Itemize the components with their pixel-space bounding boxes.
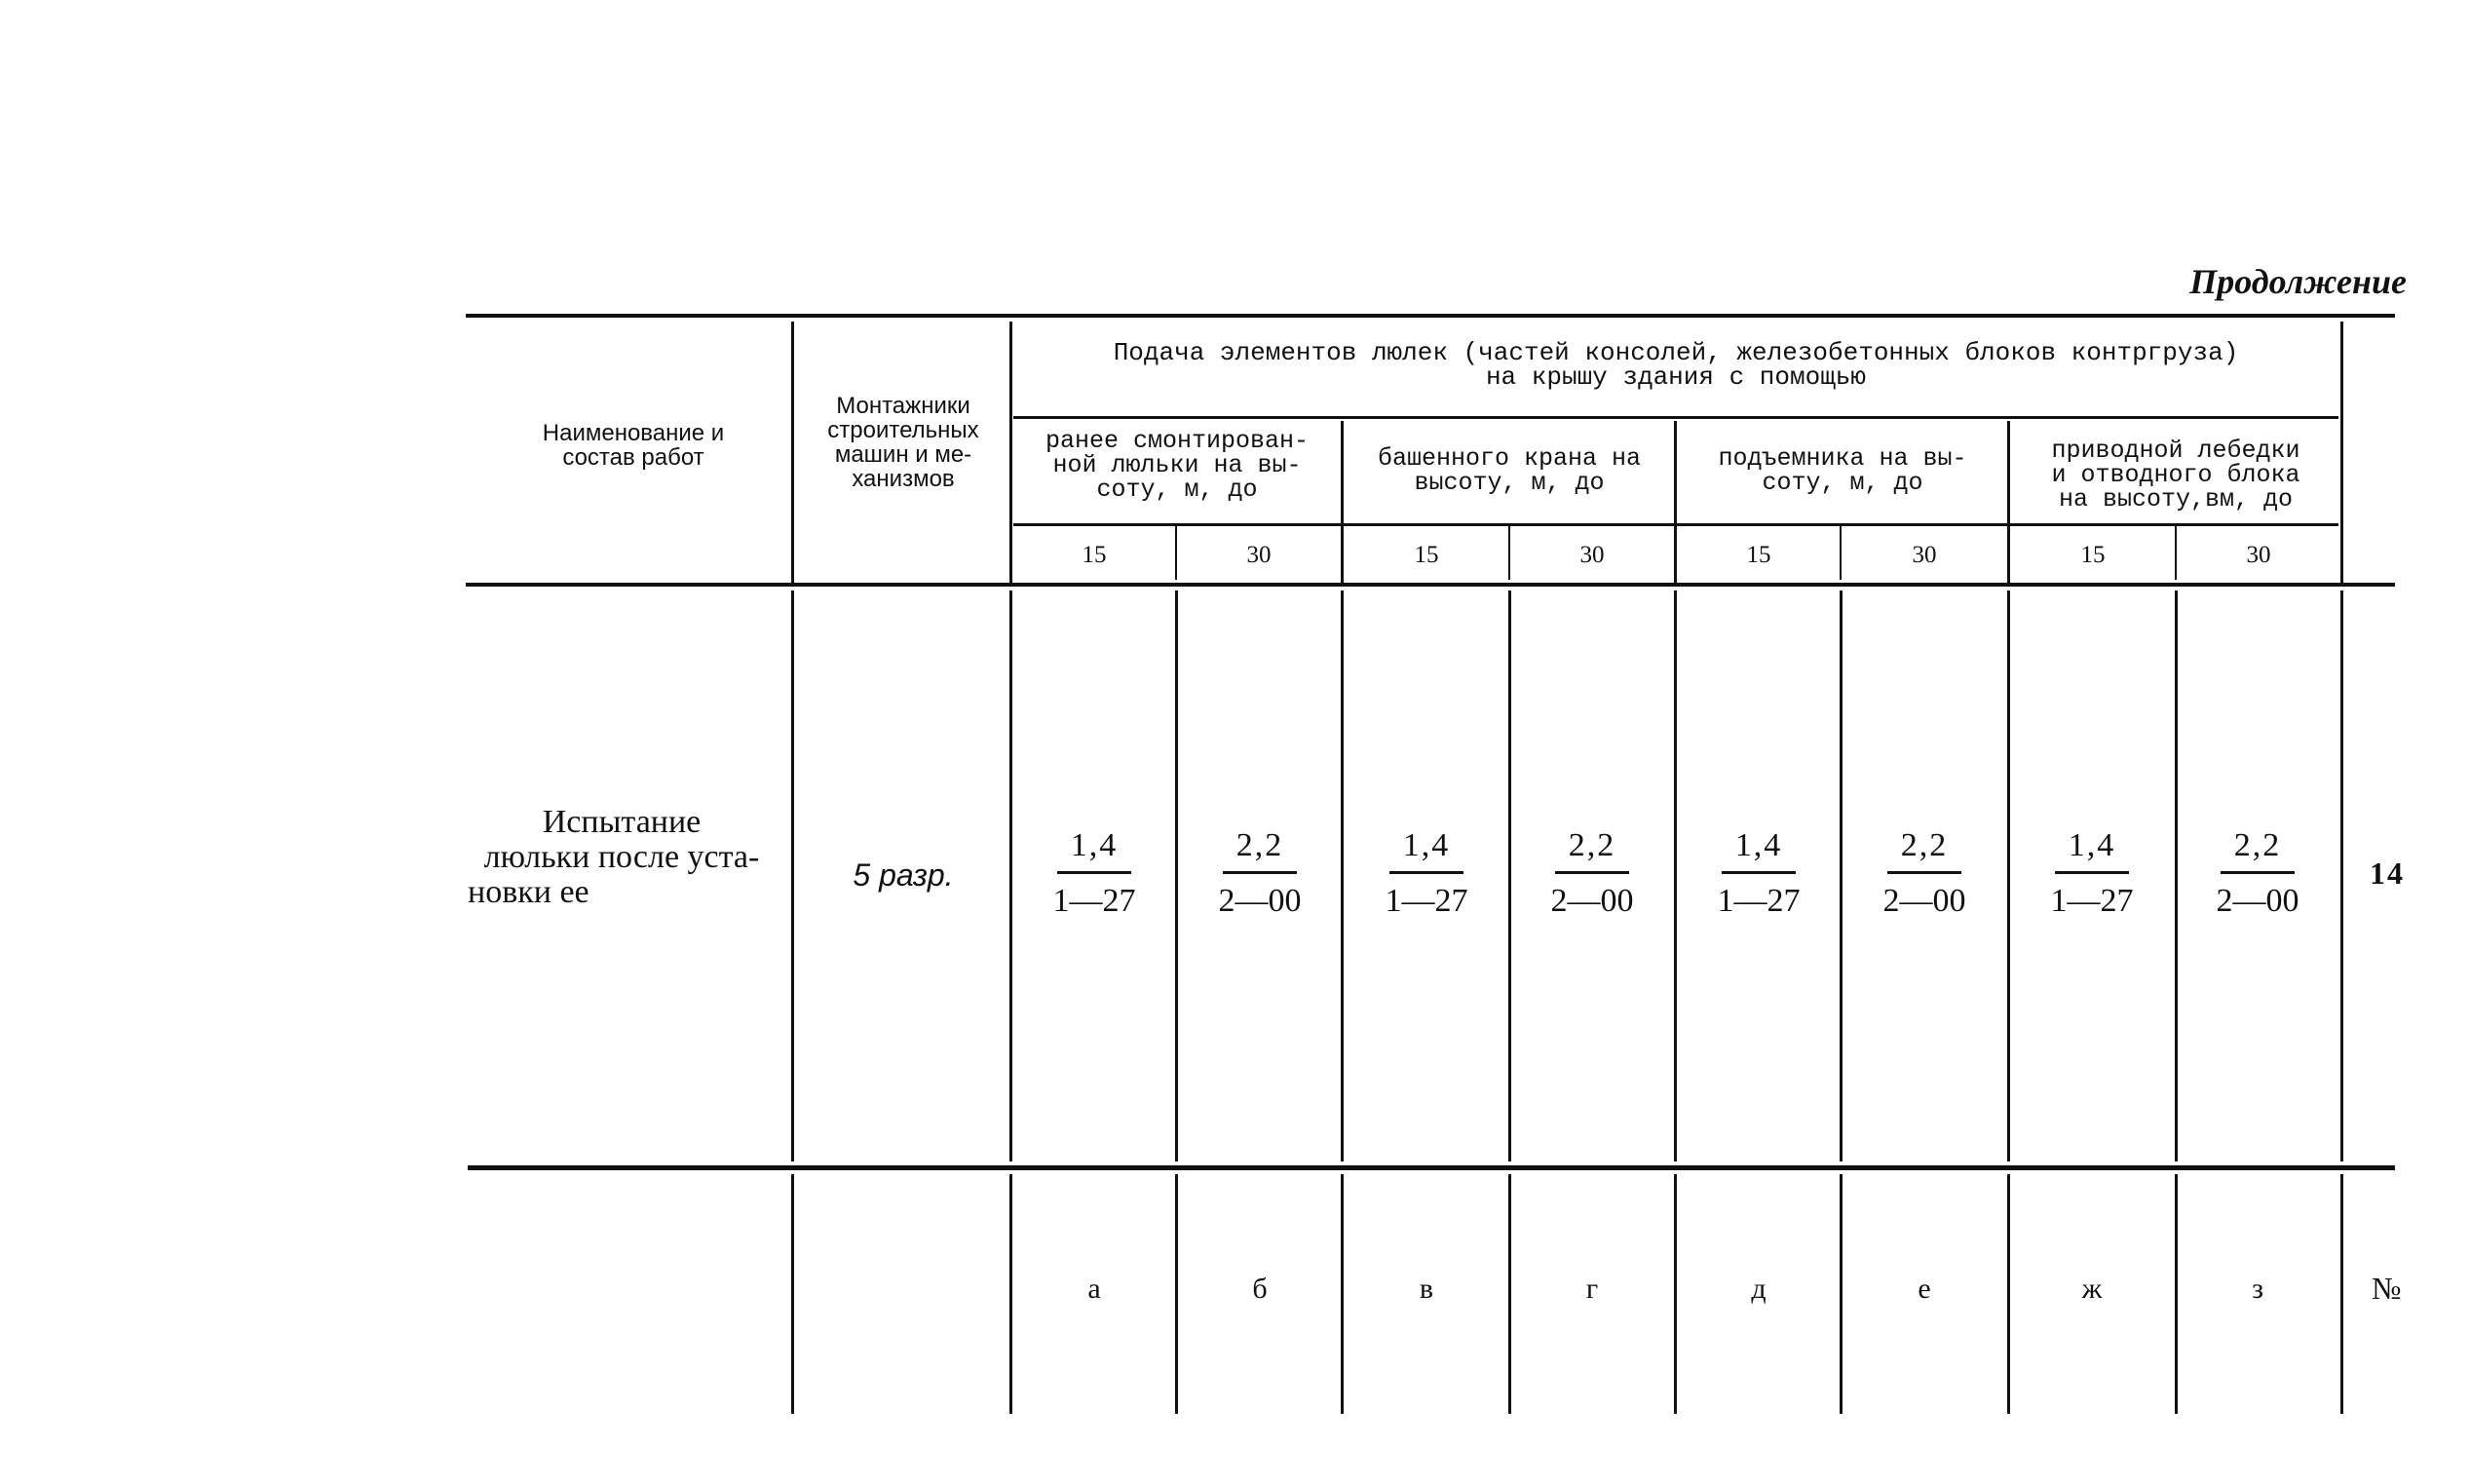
header-workers-column: Монтажники строительных машин и ме- ханизмов	[827, 393, 979, 492]
height-label: 15	[1414, 542, 1439, 568]
height-label: 15	[2080, 542, 2106, 568]
col-divider-header	[1341, 421, 1344, 583]
table-top-rule	[466, 314, 2395, 318]
col-divider-footer	[791, 1174, 794, 1414]
column-letter: ж	[2081, 1273, 2103, 1305]
subgroup-mounted-cradle: ранее смонтирован- ной люльки на вы- соту, м, до	[1045, 427, 1310, 504]
col-divider-footer	[1840, 1174, 1843, 1414]
col-divider-header	[2007, 421, 2010, 583]
group-title-rule	[1013, 416, 2338, 419]
col-divider-footer	[1009, 1174, 1012, 1414]
col-divider-body	[1840, 590, 1843, 1161]
col-divider-body	[1341, 590, 1344, 1161]
header-name-column: Наименование и состав работ	[542, 420, 725, 471]
height-label: 15	[1082, 542, 1107, 568]
height-label: 30	[2246, 542, 2271, 568]
height-label: 30	[1579, 542, 1605, 568]
norm-value: $\frac{2,2}{2—00}$	[2216, 827, 2299, 919]
col-divider-body	[1674, 590, 1677, 1161]
column-letter: в	[1419, 1273, 1434, 1305]
col-divider-footer	[2007, 1174, 2010, 1414]
norm-value: $\frac{1,4}{1—27}$	[1052, 827, 1136, 919]
norm-value: $\frac{1,4}{1—27}$	[1385, 827, 1468, 919]
col-divider-body	[1508, 590, 1511, 1161]
norm-value: $\frac{1,4}{1—27}$	[2050, 827, 2134, 919]
subgroup-hoist: подъемника на вы- соту, м, до	[1718, 444, 1967, 497]
col-divider-body	[2340, 590, 2343, 1161]
col-divider-header	[1009, 322, 1012, 583]
worker-grade: 5 разр.	[853, 857, 954, 893]
column-letter: е	[1918, 1273, 1931, 1305]
header-group-title: Подача элементов люлек (частей консолей, железобетонных блоков контргруза) на крышу здания с помощью	[1113, 338, 2239, 392]
col-divider-header	[791, 322, 794, 583]
col-divider-body	[791, 590, 794, 1161]
continuation-label: Продолжение	[2189, 262, 2407, 301]
number-label: №	[2372, 1271, 2402, 1306]
column-letter: а	[1087, 1273, 1101, 1305]
col-divider-footer	[1175, 1174, 1178, 1414]
subgroup-winch: приводной лебедки и отводного блока на высоту,вм, до	[2051, 437, 2300, 514]
col-divider-header	[2340, 322, 2343, 583]
col-divider-footer	[1508, 1174, 1511, 1414]
col-divider-body	[2175, 590, 2178, 1161]
col-divider-body	[1175, 590, 1178, 1161]
header-bottom-rule	[466, 583, 2395, 587]
col-divider-header	[1674, 421, 1677, 583]
height-label: 30	[1246, 542, 1272, 568]
row-number: 14	[2370, 856, 2405, 891]
work-name: Испытание люльки после уста- новки ее	[468, 804, 760, 910]
col-divider-body	[1009, 590, 1012, 1161]
height-label: 30	[1912, 542, 1937, 568]
column-letter: з	[2252, 1273, 2263, 1305]
col-divider-footer	[1341, 1174, 1344, 1414]
height-label: 15	[1746, 542, 1771, 568]
col-divider-footer	[2340, 1174, 2343, 1414]
norm-value: $\frac{1,4}{1—27}$	[1717, 827, 1801, 919]
norm-value: $\frac{2,2}{2—00}$	[1882, 827, 1966, 919]
column-letter: г	[1585, 1273, 1599, 1305]
col-divider-footer	[1674, 1174, 1677, 1414]
column-letter: б	[1252, 1273, 1268, 1305]
column-letter: д	[1751, 1273, 1767, 1305]
subgroup-tower-crane: башенного крана на высоту, м, до	[1377, 444, 1642, 497]
body-bottom-rule	[468, 1165, 2395, 1170]
col-divider-footer	[2175, 1174, 2178, 1414]
norm-value: $\frac{2,2}{2—00}$	[1218, 827, 1302, 919]
norm-value: $\frac{2,2}{2—00}$	[1550, 827, 1634, 919]
col-divider-body	[2007, 590, 2010, 1161]
